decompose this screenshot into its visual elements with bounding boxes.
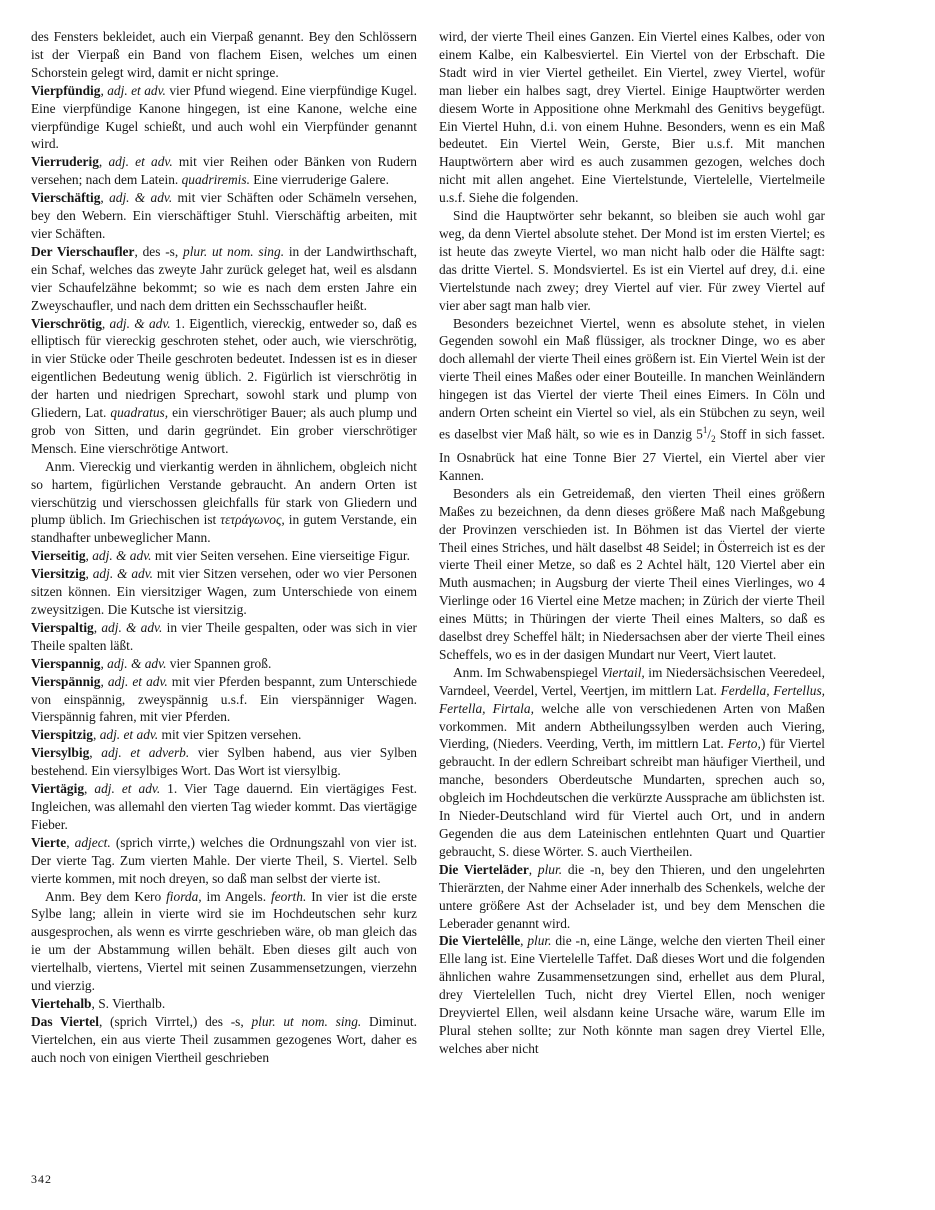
annotation-paragraph bbox=[439, 664, 825, 861]
grammar-label: plur. bbox=[527, 933, 552, 949]
grammar-label: adj. et adv. bbox=[99, 727, 159, 743]
headword: Viertehalb bbox=[31, 995, 92, 1011]
annotation-paragraph bbox=[31, 458, 417, 548]
grammar-label: adj. et adv. bbox=[107, 82, 166, 98]
text-run: vier Spannen groß. bbox=[166, 655, 272, 671]
text-run: In vier ist die erste Sylbe lang; allein in vierte wird sie im Hochdeutschen sehr kurz ausgesprochen, als wenn es virrte geschrieben wäre, ob man gleich das ie um der Abstammung willen behält. Eben dieses gilt auch von viertelhalb, viertens, Viertel mit seinen Zusammensetzungen, vierzehn und vierzig. bbox=[31, 888, 417, 994]
headword: Viersitzig bbox=[31, 566, 86, 582]
text-run: Besonders bezeichnet Viertel, wenn es absolute stehet, in vielen Gegenden sowohl ein Maß flüssiger, als trockner Dinge, wo es aber doch allemahl der vierte Theil eines größern ist. Ein Viertel Wein ist der vierte Theil eines Maßes oder einer Bouteille. In manchen Weinländern hingegen ist das Viertel der vierte Theil eines Eimers. In Cöln und andern Orten scheint ein Viertel so viel, als ein Stübchen zu seyn, weil es daselbst vier Maß hält, so wie es in Danzig 5 bbox=[439, 315, 825, 442]
italic-term: Viertail, bbox=[601, 664, 645, 680]
grammar-label: adj. & adv. bbox=[101, 619, 163, 635]
headword: Vierspitzig bbox=[31, 727, 93, 743]
dictionary-entry bbox=[31, 565, 417, 619]
dictionary-entry bbox=[31, 834, 417, 888]
text-run: , bbox=[85, 566, 93, 582]
dictionary-entry bbox=[31, 243, 417, 315]
dictionary-entry bbox=[31, 655, 417, 673]
page-number: 342 bbox=[31, 1172, 52, 1186]
headword: Vierspaltig bbox=[31, 619, 94, 635]
fraction-part: 1 bbox=[702, 424, 708, 435]
text-run: 1. Vier Tage dauernd. Ein viertägiges Fest. Ingleichen, was allemahl den vierten Tag wieder kommt. Das viertägige Fieber. bbox=[31, 781, 417, 832]
headword: Die Vierteläder bbox=[439, 861, 529, 877]
text-run: , bbox=[528, 861, 538, 877]
text-run: Sind die Hauptwörter sehr bekannt, so bleiben sie auch wohl gar weg, da denn Viertel absolute stehet. Der Mond ist im ersten Viertel; es ist heute das zweyte Viertel, wo man nicht halb oder die Hälfte sagt: das dritte Viertel. S. Mondsviertel. Es ist ein Viertel auf drey, d.i. eine Viertelstunde nach zwey; drey Viertel auf vier. Für zwey Viertel auf vier aber sagt man halb vier. bbox=[439, 208, 825, 313]
body-paragraph bbox=[439, 485, 825, 664]
text-run: , des -s, bbox=[134, 243, 184, 259]
text-run: im Angels. bbox=[201, 888, 271, 904]
text-run: Besonders als ein Getreidemaß, den vierten Theil eines größern Maßes zu bezeichnen, da denn dieses größere Maß nach Maßgebung der Provinzen verschieden ist. In Böhmen ist das Viertel der vierte Theil eines Striches, und hält daselbst 48 Seidel; in Österreich ist es der vierte Theil einer Metze, so daß es 2 Achtel hält, 120 Viertel aber ein Muth ausmachen; in Augsburg der vierte Theil eines Vierlinges, wo 4 Vierlinge oder 16 Viertel eine Metze machen; in Zürich der vierte Theil eines Mütts; in Thüringen der vierte Theil eines Malters, so daß es daselbst drey Scheffel hält; in Niedersachsen aber der vierte Theil eines Scheffels, wo es in der dasigen Mundart nur Veert, Viert lautet. bbox=[439, 485, 825, 662]
grammar-label: adj. & adv. bbox=[109, 190, 173, 206]
dictionary-entry bbox=[31, 1013, 417, 1067]
text-run: Anm. Im Schwabenspiegel bbox=[453, 664, 602, 680]
text-run: mit vier Reihen oder Bänken von Rudern versehen; nach dem Latein. bbox=[31, 154, 417, 188]
grammar-label: plur. bbox=[537, 861, 563, 877]
text-run: in vier Theile gespalten, oder was sich in vier Theile spalten läßt. bbox=[31, 619, 417, 653]
headword: Die Viertelêlle bbox=[439, 933, 521, 949]
headword: Vierspannig bbox=[31, 655, 101, 671]
text-run: Diminut. Viertelchen, ein aus vierte Theil zusammen gezogenes Wort, daher es auch noch von einigen Viertheil geschrieben bbox=[31, 1013, 417, 1065]
text-run: , bbox=[98, 154, 109, 170]
text-run: welche alle von verschiedenen Arten von Maßen vorkommen. Mit andern Abtheilungssylben werden auch Viering, Vierding, (Nieders. Veerding, Verth, im mittlern Lat. bbox=[439, 700, 825, 752]
text-run: , bbox=[85, 548, 93, 564]
text-run: Eine vierruderige Galere. bbox=[249, 172, 389, 188]
text-run: , bbox=[84, 781, 95, 797]
right-column bbox=[439, 28, 825, 1058]
italic-term: Ferto, bbox=[727, 736, 761, 752]
left-column bbox=[31, 28, 417, 1067]
text-run: , bbox=[100, 82, 108, 98]
dictionary-entry bbox=[439, 861, 825, 933]
italic-term: Ferdella, Fertellus, Fertella, Firtala, bbox=[439, 682, 825, 716]
body-paragraph bbox=[439, 315, 825, 485]
text-run: in gutem Verstande, ein standhafter unbeweglicher Mann. bbox=[31, 512, 417, 546]
text-run: ) für Viertel gebraucht. In der edlern Schreibart schreibt man häufiger Viertheil, und manche, besonders Oberdeutsche Mundarten, sprechen auch so, obgleich im Hochdeutschen die verkürzte Aussprache am üblichsten ist. In Nieder-Deutschland wird für Viertel auch Ort, und in andern Gegenden die aus dem Lateinischen entlehnten Quart und Quartier gebraucht, S. diese Wörter. S. auch Viertheilen. bbox=[439, 736, 825, 859]
grammar-label: adj. et adv. bbox=[108, 154, 173, 170]
text-run: die -n, bey den Thieren, und den ungelehrten Thierärzten, der Nahme einer Ader innerhalb des Schenkels, welche der untere größere Ast der Achselader ist, und bey dem Menschen die Leberader genannt wird. bbox=[439, 861, 825, 931]
dictionary-entry bbox=[31, 153, 417, 189]
text-run: vier Sylben habend, aus vier Sylben bestehend. Ein viersylbiges Wort. Das Wort ist viersylbig. bbox=[31, 745, 417, 779]
text-run: , bbox=[520, 933, 528, 949]
dictionary-entry bbox=[439, 932, 825, 1057]
text-run: , bbox=[89, 745, 102, 761]
italic-term: quadratus, bbox=[110, 405, 169, 421]
grammar-label: adj. & adv. bbox=[109, 315, 171, 331]
grammar-label: adj. & adv. bbox=[92, 566, 154, 582]
annotation-paragraph bbox=[31, 888, 417, 995]
grammar-label: plur. ut nom. sing. bbox=[251, 1013, 362, 1029]
fraction-part: 2 bbox=[711, 434, 716, 445]
italic-term: fiorda, bbox=[166, 888, 202, 904]
italic-term: quadriremis. bbox=[181, 172, 250, 188]
text-run: , bbox=[66, 834, 75, 850]
text-run: Anm. Viereckig und vierkantig werden in ähnlichem, obgleich nicht so hartem, figürlichen Verstande gebraucht. An andern Orten ist vierschützig und vierschossen gleichfalls für stark von Gliedern und plump üblich. Im Griechischen ist bbox=[31, 458, 417, 528]
text-run: , bbox=[101, 315, 110, 331]
text-run: , S. Vierthalb. bbox=[91, 995, 166, 1011]
text-run: , bbox=[100, 673, 108, 689]
headword: Vierpfündig bbox=[31, 82, 101, 98]
text-run: (sprich virrte,) welches die Ordnungszahl von vier ist. Der vierte Tag. Zum vierten Mahle. Der vierte Theil, S. Viertel. Selb vierte kommen, mit noch dreyen, so daß man selbst der vierte ist. bbox=[31, 834, 417, 886]
headword: Vierschrötig bbox=[31, 315, 102, 331]
text-run: mit vier Spitzen versehen. bbox=[158, 727, 302, 743]
text-run: mit vier Seiten versehen. Eine vierseitige Figur. bbox=[151, 548, 410, 564]
headword: Vierruderig bbox=[31, 154, 99, 170]
grammar-label: adject. bbox=[74, 834, 111, 850]
headword: Vierschäftig bbox=[31, 190, 101, 206]
dictionary-entry bbox=[31, 315, 417, 458]
headword: Das Viertel bbox=[31, 1013, 99, 1029]
text-run: , (sprich Virrtel,) des -s, bbox=[98, 1013, 252, 1029]
headword: Viertägig bbox=[31, 781, 85, 797]
dictionary-entry bbox=[31, 995, 417, 1013]
text-run: Stoff in sich fasset. In Osnabrück hat eine Tonne Bier 27 Viertel, ein Viertel aber vier Kannen. bbox=[439, 426, 825, 483]
text-run: mit vier Schäften oder Schämeln versehen, bey den Webern. Ein vierschäftiger Stuhl. Vierschäftig arbeiten, mit vier Schäften. bbox=[31, 190, 417, 241]
continued-text bbox=[439, 28, 825, 207]
grammar-label: adj. et adverb. bbox=[101, 745, 190, 761]
dictionary-entry bbox=[31, 673, 417, 727]
headword: Viersylbig bbox=[31, 745, 90, 761]
grammar-label: plur. ut nom. sing. bbox=[183, 243, 285, 259]
text-run: , bbox=[93, 619, 102, 635]
body-paragraph bbox=[439, 207, 825, 314]
headword: Vierte bbox=[31, 834, 67, 850]
italic-term: feorth. bbox=[270, 888, 307, 904]
text-run: / bbox=[707, 426, 712, 442]
text-run: , bbox=[100, 190, 110, 206]
text-run: ein vierschrötiger Bauer; als auch plump und grob von Sitten, und darin gegründet. Ein grober vierschrötiger Mensch. Eine vierschrötige Antwort. bbox=[31, 405, 417, 456]
headword: Der Vierschaufler bbox=[31, 243, 135, 259]
dictionary-entry bbox=[31, 619, 417, 655]
text-run: mit vier Pferden bespannt, zum Unterschiede von einspännig, zweyspännig u.s.f. Ein vierspänniger Wagen. Vierspännig fahren, mit vier Pferden. bbox=[31, 673, 417, 725]
dictionary-entry bbox=[31, 82, 417, 154]
grammar-label: adj. & adv. bbox=[92, 548, 152, 564]
headword: Vierseitig bbox=[31, 548, 86, 564]
text-run: Anm. Bey dem Kero bbox=[45, 888, 167, 904]
text-run: vier Pfund wiegend. Eine vierpfündige Kugel. Eine vierpfündige Kanone hingegen, ist eine Kanone, welche eine vierpfündige Kugel schießt, und auch wohl ein Vierpfünder genannt wird. bbox=[31, 82, 418, 152]
text-run: des Fensters bekleidet, auch ein Vierpaß genannt. Bey den Schlössern ist der Vierpaß ein Band von flachem Eisen, welches um einen Schorstein gelegt wird, damit er nicht springe. bbox=[31, 29, 417, 80]
dictionary-entry bbox=[31, 726, 417, 744]
grammar-label: adj. et adv. bbox=[107, 673, 168, 689]
text-run: , bbox=[100, 655, 108, 671]
text-run: 1. Eigentlich, viereckig, entweder so, daß es elliptisch für viereckig geschroten stehet, oder auch, wie vierschrötig, in vier Stücke oder Theile geschroten bedeutet. Indessen ist es in dieser eigentlichen Bedeutung wenig üblich. 2. Figürlich ist vierschrötig in der harten und niedrigen Sprechart, sowohl stark und plump von Gliedern, Lat. bbox=[31, 315, 417, 421]
italic-term: τετράγωνος, bbox=[220, 512, 285, 528]
grammar-label: adj. & adv. bbox=[107, 655, 167, 671]
text-run: , bbox=[92, 727, 100, 743]
text-run: im Niedersächsischen Veeredeel, Varndeel, Veerdel, Vertel, Veertjen, im mittlern Lat. bbox=[439, 664, 825, 698]
dictionary-entry bbox=[31, 547, 417, 565]
dictionary-entry bbox=[31, 189, 417, 243]
continued-text bbox=[31, 28, 417, 82]
text-run: die -n, eine Länge, welche den vierten Theil einer Elle lang ist. Eine Viertelelle Taffet. Daß dieses Wort und die folgenden ähnlichen wahre Zusammensetzungen sind, erhellet aus dem Plural, drey Viertelellen Tuch, nicht drey Viertel Ellen, noch weniger Dreyviertel Ellen, weil alsdann keine Ursache wäre, warum Elle im Plural stehen sollte; zur Noth könnte man sagen drey Viertel Elle, welches aber nicht bbox=[439, 933, 825, 1056]
dictionary-entry bbox=[31, 780, 417, 834]
headword: Vierspännig bbox=[31, 673, 101, 689]
text-run: wird, der vierte Theil eines Ganzen. Ein Viertel eines Kalbes, oder von einem Kalbe, ein Kalbesviertel. Ein Viertel von der Erbschaft. Die Stadt wird in vier Viertel getheilet. Ein Viertel, zwey Viertel, wofür man lieber ein halbes sagt, drey Viertel. Einige Hauptwörter werden diesem Worte in Appositione ohne Merkmahl des Genitivs beygefügt. Ein Viertel Huhn, d.i. von einem Huhne. Besonders, wenn es ein Maß bedeutet. Ein Viertel Wein, Gerste, Bier u.s.f. Mit manchen Hauptwörtern aber wird es auch zusammen gezogen, welches doch nicht mit allen angehet. Eine Viertelstunde, Viertelelle, Viertelmeile u.s.f. Siehe die folgenden. bbox=[439, 29, 825, 206]
text-run: mit vier Sitzen versehen, oder wo vier Personen sitzen können. Ein viersitziger Wagen, zum Unterschiede von einem zweysitzigen. Die Kutsche ist viersitzig. bbox=[31, 566, 417, 617]
text-run: in der Landwirthschaft, ein Schaf, welches das zweyte Jahr zurück geleget hat, weil es alsdann vier Schaufelzähne bekommt; so wie es nach dem ersten Jahre ein Zweyschaufler, und nach dem dritten ein Sechsschaufler heißt. bbox=[31, 243, 418, 313]
dictionary-entry bbox=[31, 744, 417, 780]
grammar-label: adj. et adv. bbox=[94, 781, 161, 797]
